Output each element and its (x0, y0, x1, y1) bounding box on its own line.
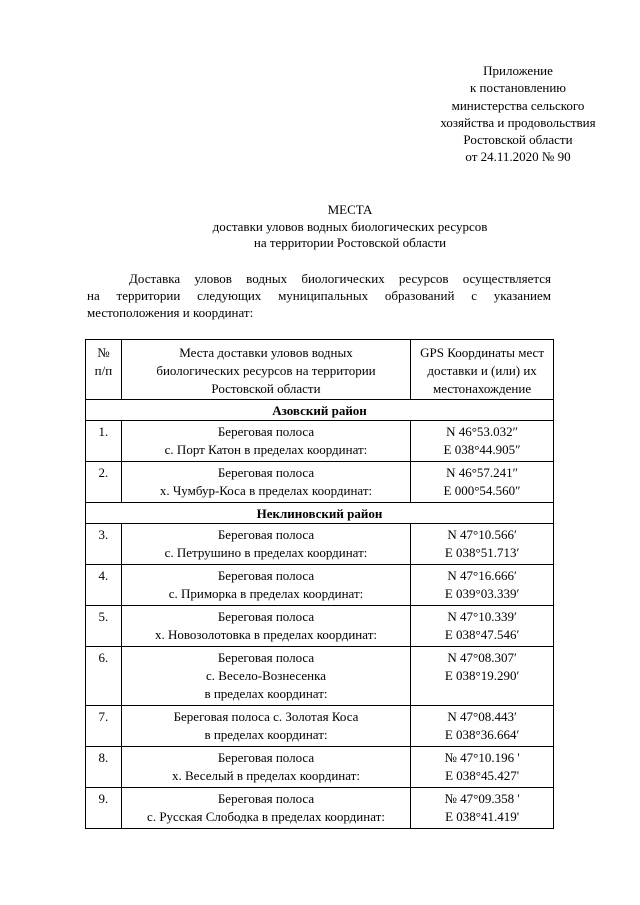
place-line: Береговая полоса (217, 465, 315, 480)
header-num-line: п/п (94, 363, 113, 378)
header-gps-line: доставки и (или) их (427, 363, 537, 378)
row-place (121, 647, 410, 706)
row-place (121, 788, 410, 829)
place-line: х. Новозолотовка в пределах координат: (154, 627, 377, 642)
gps-line: E 000°54.560″ (443, 483, 521, 498)
place-line: в пределах координат: (204, 727, 328, 742)
appendix-line: министерства сельского (451, 97, 585, 113)
header-gps (411, 340, 554, 400)
header-gps-line: GPS Координаты мест (420, 345, 545, 360)
row-place (121, 706, 410, 747)
appendix-line: Ростовской области (463, 132, 573, 148)
gps-line: E 038°36.664′ (444, 727, 520, 742)
place-line: с. Приморка в пределах координат: (168, 586, 364, 601)
place-line: в пределах координат: (204, 686, 328, 701)
header-gps-line: местонахождение (433, 381, 532, 396)
row-gps (411, 565, 554, 606)
row-place (121, 462, 410, 503)
table-row (86, 747, 554, 788)
place-line: Береговая полоса с. Золотая Коса (173, 709, 359, 724)
place-line: с. Порт Катон в пределах координат: (164, 442, 368, 457)
gps-line: N 47°08.443′ (447, 709, 517, 724)
intro-line-1: Доставка уловов водных биологических ресурсов осуществляется (129, 271, 551, 286)
header-place (121, 340, 410, 400)
locations-table (85, 339, 554, 829)
row-gps (411, 606, 554, 647)
title-line-3: на территории Ростовской области (253, 235, 447, 251)
header-num (86, 340, 122, 400)
row-number: 5. (86, 606, 122, 647)
row-place (121, 565, 410, 606)
row-number: 1. (86, 421, 122, 462)
place-line: Береговая полоса (217, 568, 315, 583)
intro-line-3: местоположения и координат: (87, 305, 254, 320)
table-row (86, 421, 554, 462)
table-row (86, 565, 554, 606)
title-line-2: доставки уловов водных биологических ресурсов (212, 218, 488, 234)
place-line: Береговая полоса (217, 791, 315, 806)
gps-line: N 47°10.339′ (447, 609, 517, 624)
appendix-line: Приложение (483, 63, 553, 78)
row-number: 8. (86, 747, 122, 788)
place-line: Береговая полоса (217, 527, 315, 542)
gps-line: N 47°16.666′ (447, 568, 517, 583)
row-number: 2. (86, 462, 122, 503)
row-gps (411, 524, 554, 565)
row-number: 3. (86, 524, 122, 565)
header-place-line: Ростовской области (211, 381, 321, 396)
row-place (121, 747, 410, 788)
place-line: с. Русская Слободка в пределах координат: (147, 809, 385, 824)
intro-line-2: на территории следующих муниципальных образований с указанием (87, 288, 551, 303)
row-gps (411, 788, 554, 829)
row-place (121, 421, 410, 462)
place-line: с. Петрушино в пределах координат: (164, 545, 368, 560)
gps-line: N 47°10.566′ (447, 527, 517, 542)
gps-line: N 46°57.241″ (446, 465, 519, 480)
table-body (86, 400, 554, 829)
place-line: Береговая полоса (217, 609, 315, 624)
place-line: х. Чумбур-Коса в пределах координат: (159, 483, 373, 498)
table-row (86, 606, 554, 647)
gps-line: E 038°45.427' (445, 768, 520, 783)
document-title (0, 202, 640, 252)
row-place (121, 606, 410, 647)
appendix-line: к постановлению (469, 80, 567, 96)
appendix-line: от 24.11.2020 № 90 (465, 149, 571, 165)
place-line: Береговая полоса (217, 750, 315, 765)
section-row (86, 503, 554, 524)
row-gps (411, 647, 554, 706)
appendix-block (400, 62, 636, 166)
gps-line: E 038°47.546′ (444, 627, 520, 642)
place-line: с. Весело-Вознесенка (206, 668, 326, 683)
row-number: 9. (86, 788, 122, 829)
row-gps (411, 747, 554, 788)
row-place (121, 524, 410, 565)
section-title: Азовский район (86, 400, 554, 421)
section-row (86, 400, 554, 421)
row-number: 7. (86, 706, 122, 747)
gps-line: № 47°09.358 ' (444, 791, 520, 806)
row-number: 4. (86, 565, 122, 606)
table-header-row (86, 340, 554, 400)
gps-line: № 47°10.196 ' (444, 750, 520, 765)
gps-line: N 46°53.032″ (446, 424, 519, 439)
row-gps (411, 421, 554, 462)
header-place-line: Места доставки уловов водных (179, 345, 353, 360)
section-title: Неклиновский район (86, 503, 554, 524)
gps-line: N 47°08.307′ (447, 650, 517, 665)
intro-paragraph (87, 270, 551, 321)
table-row (86, 524, 554, 565)
gps-line: E 039°03.339′ (444, 586, 520, 601)
gps-line: E 038°44.905″ (443, 442, 521, 457)
row-gps (411, 706, 554, 747)
table-row (86, 706, 554, 747)
table-row (86, 462, 554, 503)
table-row (86, 647, 554, 706)
title-line-1: МЕСТА (327, 202, 373, 217)
gps-line: E 038°19.290′ (444, 668, 520, 683)
gps-line: E 038°41.419' (445, 809, 520, 824)
gps-line: E 038°51.713′ (444, 545, 520, 560)
row-number: 6. (86, 647, 122, 706)
place-line: Береговая полоса (217, 424, 315, 439)
appendix-line: хозяйства и продовольствия (440, 114, 596, 130)
row-gps (411, 462, 554, 503)
place-line: Береговая полоса (217, 650, 315, 665)
place-line: х. Веселый в пределах координат: (172, 768, 360, 783)
header-place-line: биологических ресурсов на территории (156, 363, 376, 378)
table-row (86, 788, 554, 829)
header-num-line: № (97, 345, 110, 360)
